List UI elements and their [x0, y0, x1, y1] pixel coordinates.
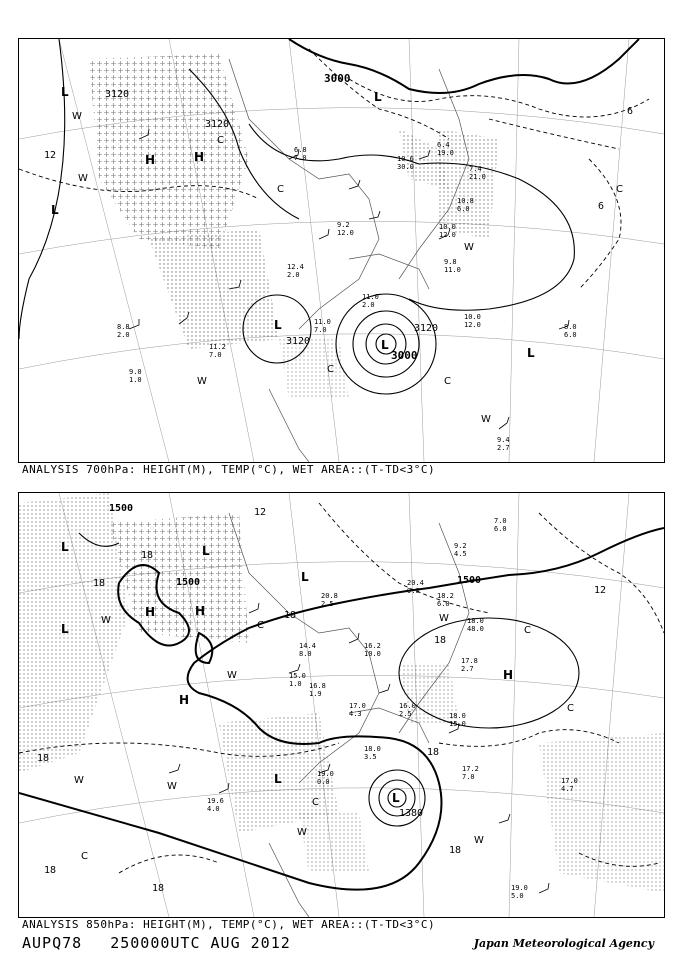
wc-marker: C — [444, 376, 451, 387]
temp-label: 18 — [152, 883, 165, 894]
map-850hpa-svg — [19, 493, 664, 917]
wc-marker: C — [257, 620, 264, 631]
temp-label: 18 — [93, 578, 106, 589]
obs-value: 18.0 3.5 — [364, 745, 381, 761]
obs-value: 10.0 12.0 — [464, 313, 481, 329]
temp-label: 12 — [254, 507, 267, 518]
obs-value: 6.8 7.0 — [294, 146, 307, 162]
wc-marker: W — [197, 376, 207, 387]
wc-marker: W — [78, 173, 88, 184]
obs-value: 9.4 2.7 — [497, 436, 510, 452]
caption-700hpa: ANALYSIS 700hPa: HEIGHT(M), TEMP(°C), WET AREA::(T-TD<3°C) — [22, 463, 436, 476]
height-label: 1500 — [457, 575, 482, 586]
height-label: 1500 — [109, 503, 134, 514]
temp-label: 12 — [594, 585, 607, 596]
obs-value: 15.0 1.0 — [289, 672, 306, 688]
obs-value: 20.8 2.5 — [321, 592, 338, 608]
obs-value: 17.0 4.3 — [349, 702, 366, 718]
obs-value: 11.0 7.0 — [314, 318, 331, 334]
wc-marker: C — [217, 135, 224, 146]
wc-marker: W — [439, 613, 449, 624]
caption-850hpa: ANALYSIS 850hPa: HEIGHT(M), TEMP(°C), WET AREA::(T-TD<3°C) — [22, 918, 436, 931]
obs-value: 9.2 12.0 — [337, 221, 354, 237]
obs-value: 18.0 48.0 — [467, 617, 484, 633]
temp-label: 18 — [449, 845, 462, 856]
obs-value: 11.2 7.0 — [209, 343, 226, 359]
center-marker: L — [61, 85, 69, 99]
obs-value: 10.0 12.0 — [439, 223, 456, 239]
wc-marker: W — [74, 775, 84, 786]
obs-value: 14.4 8.0 — [299, 642, 316, 658]
height-label: 3120 — [205, 119, 230, 130]
center-marker: L — [274, 772, 282, 786]
wc-marker: C — [81, 851, 88, 862]
obs-value: 16.8 1.9 — [309, 682, 326, 698]
temp-label: 12 — [44, 150, 57, 161]
center-marker: L — [381, 338, 389, 352]
obs-value: 20.4 9.0 — [407, 579, 424, 595]
obs-value: 7.4 21.0 — [469, 165, 486, 181]
obs-value: 16.0 2.5 — [399, 702, 416, 718]
height-label: 3120 — [414, 323, 439, 334]
wc-marker: C — [312, 797, 319, 808]
center-marker: L — [301, 570, 309, 584]
obs-value: 17.8 2.7 — [461, 657, 478, 673]
temp-label: 6 — [627, 106, 634, 117]
wc-marker: W — [167, 781, 177, 792]
obs-value: 8.8 2.0 — [117, 323, 130, 339]
map-panel-700hpa — [18, 38, 665, 463]
obs-value: 9.8 11.0 — [444, 258, 461, 274]
product-header — [22, 934, 309, 952]
obs-value: 11.0 2.0 — [362, 293, 379, 309]
obs-value: 10.8 6.0 — [457, 197, 474, 213]
center-marker: H — [145, 605, 156, 619]
temp-label: 18 — [37, 753, 50, 764]
obs-value: 18.2 6.0 — [437, 592, 454, 608]
temp-label: 18 — [141, 550, 154, 561]
height-label: 1500 — [176, 577, 201, 588]
map-700hpa-svg — [19, 39, 664, 462]
wc-marker: W — [227, 670, 237, 681]
wet-areas — [19, 493, 664, 893]
obs-value: 9.0 1.0 — [129, 368, 142, 384]
wc-marker: C — [327, 364, 334, 375]
center-marker: L — [61, 622, 69, 636]
product-code: AUPQ78 — [22, 934, 83, 952]
height-label: 3000 — [391, 349, 418, 362]
center-marker: L — [51, 203, 59, 217]
center-marker: H — [179, 693, 190, 707]
obs-value: 12.4 2.0 — [287, 263, 304, 279]
obs-value: 17.0 4.7 — [561, 777, 578, 793]
center-marker: L — [61, 540, 69, 554]
center-marker: L — [274, 318, 282, 332]
height-label: 3120 — [105, 89, 130, 100]
wc-marker: W — [101, 615, 111, 626]
obs-value: 8.0 6.0 — [564, 323, 577, 339]
obs-value: 17.2 7.0 — [462, 765, 479, 781]
wc-marker: W — [297, 827, 307, 838]
height-label: 3000 — [324, 72, 351, 85]
obs-value: 9.2 4.5 — [454, 542, 467, 558]
wc-marker: W — [481, 414, 491, 425]
wc-marker: W — [464, 242, 474, 253]
coastline — [229, 59, 469, 462]
temp-label: 18 — [427, 747, 440, 758]
wc-marker: C — [524, 625, 531, 636]
agency-name: Japan Meteorological Agency — [473, 937, 654, 950]
center-marker: H — [194, 150, 205, 164]
wc-marker: C — [277, 184, 284, 195]
obs-value: 19.0 5.0 — [511, 884, 528, 900]
temp-label: 18 — [284, 610, 297, 621]
center-marker: L — [392, 791, 400, 805]
center-marker: H — [503, 668, 514, 682]
height-label: 3120 — [286, 336, 311, 347]
obs-value: 16.2 10.0 — [364, 642, 381, 658]
temp-label: 18 — [434, 635, 447, 646]
map-panel-850hpa — [18, 492, 665, 918]
center-marker: H — [145, 153, 156, 167]
obs-value: 10.6 30.0 — [397, 155, 414, 171]
obs-value: 6.4 19.0 — [437, 141, 454, 157]
center-marker: L — [374, 90, 382, 104]
analysis-datetime: 250000UTC AUG 2012 — [110, 934, 291, 952]
obs-value: 7.0 6.0 — [494, 517, 507, 533]
obs-value: 18.0 15.0 — [449, 712, 466, 728]
temp-label: 6 — [598, 201, 605, 212]
temp-label: 18 — [44, 865, 57, 876]
wc-marker: C — [616, 184, 623, 195]
center-marker: L — [527, 346, 535, 360]
wc-marker: W — [72, 111, 82, 122]
height-label: 1380 — [399, 808, 424, 819]
center-marker: H — [195, 604, 206, 618]
obs-value: 19.6 4.0 — [207, 797, 224, 813]
obs-value: 19.0 0.0 — [317, 770, 334, 786]
wc-marker: W — [474, 835, 484, 846]
wc-marker: C — [567, 703, 574, 714]
center-marker: L — [202, 544, 210, 558]
